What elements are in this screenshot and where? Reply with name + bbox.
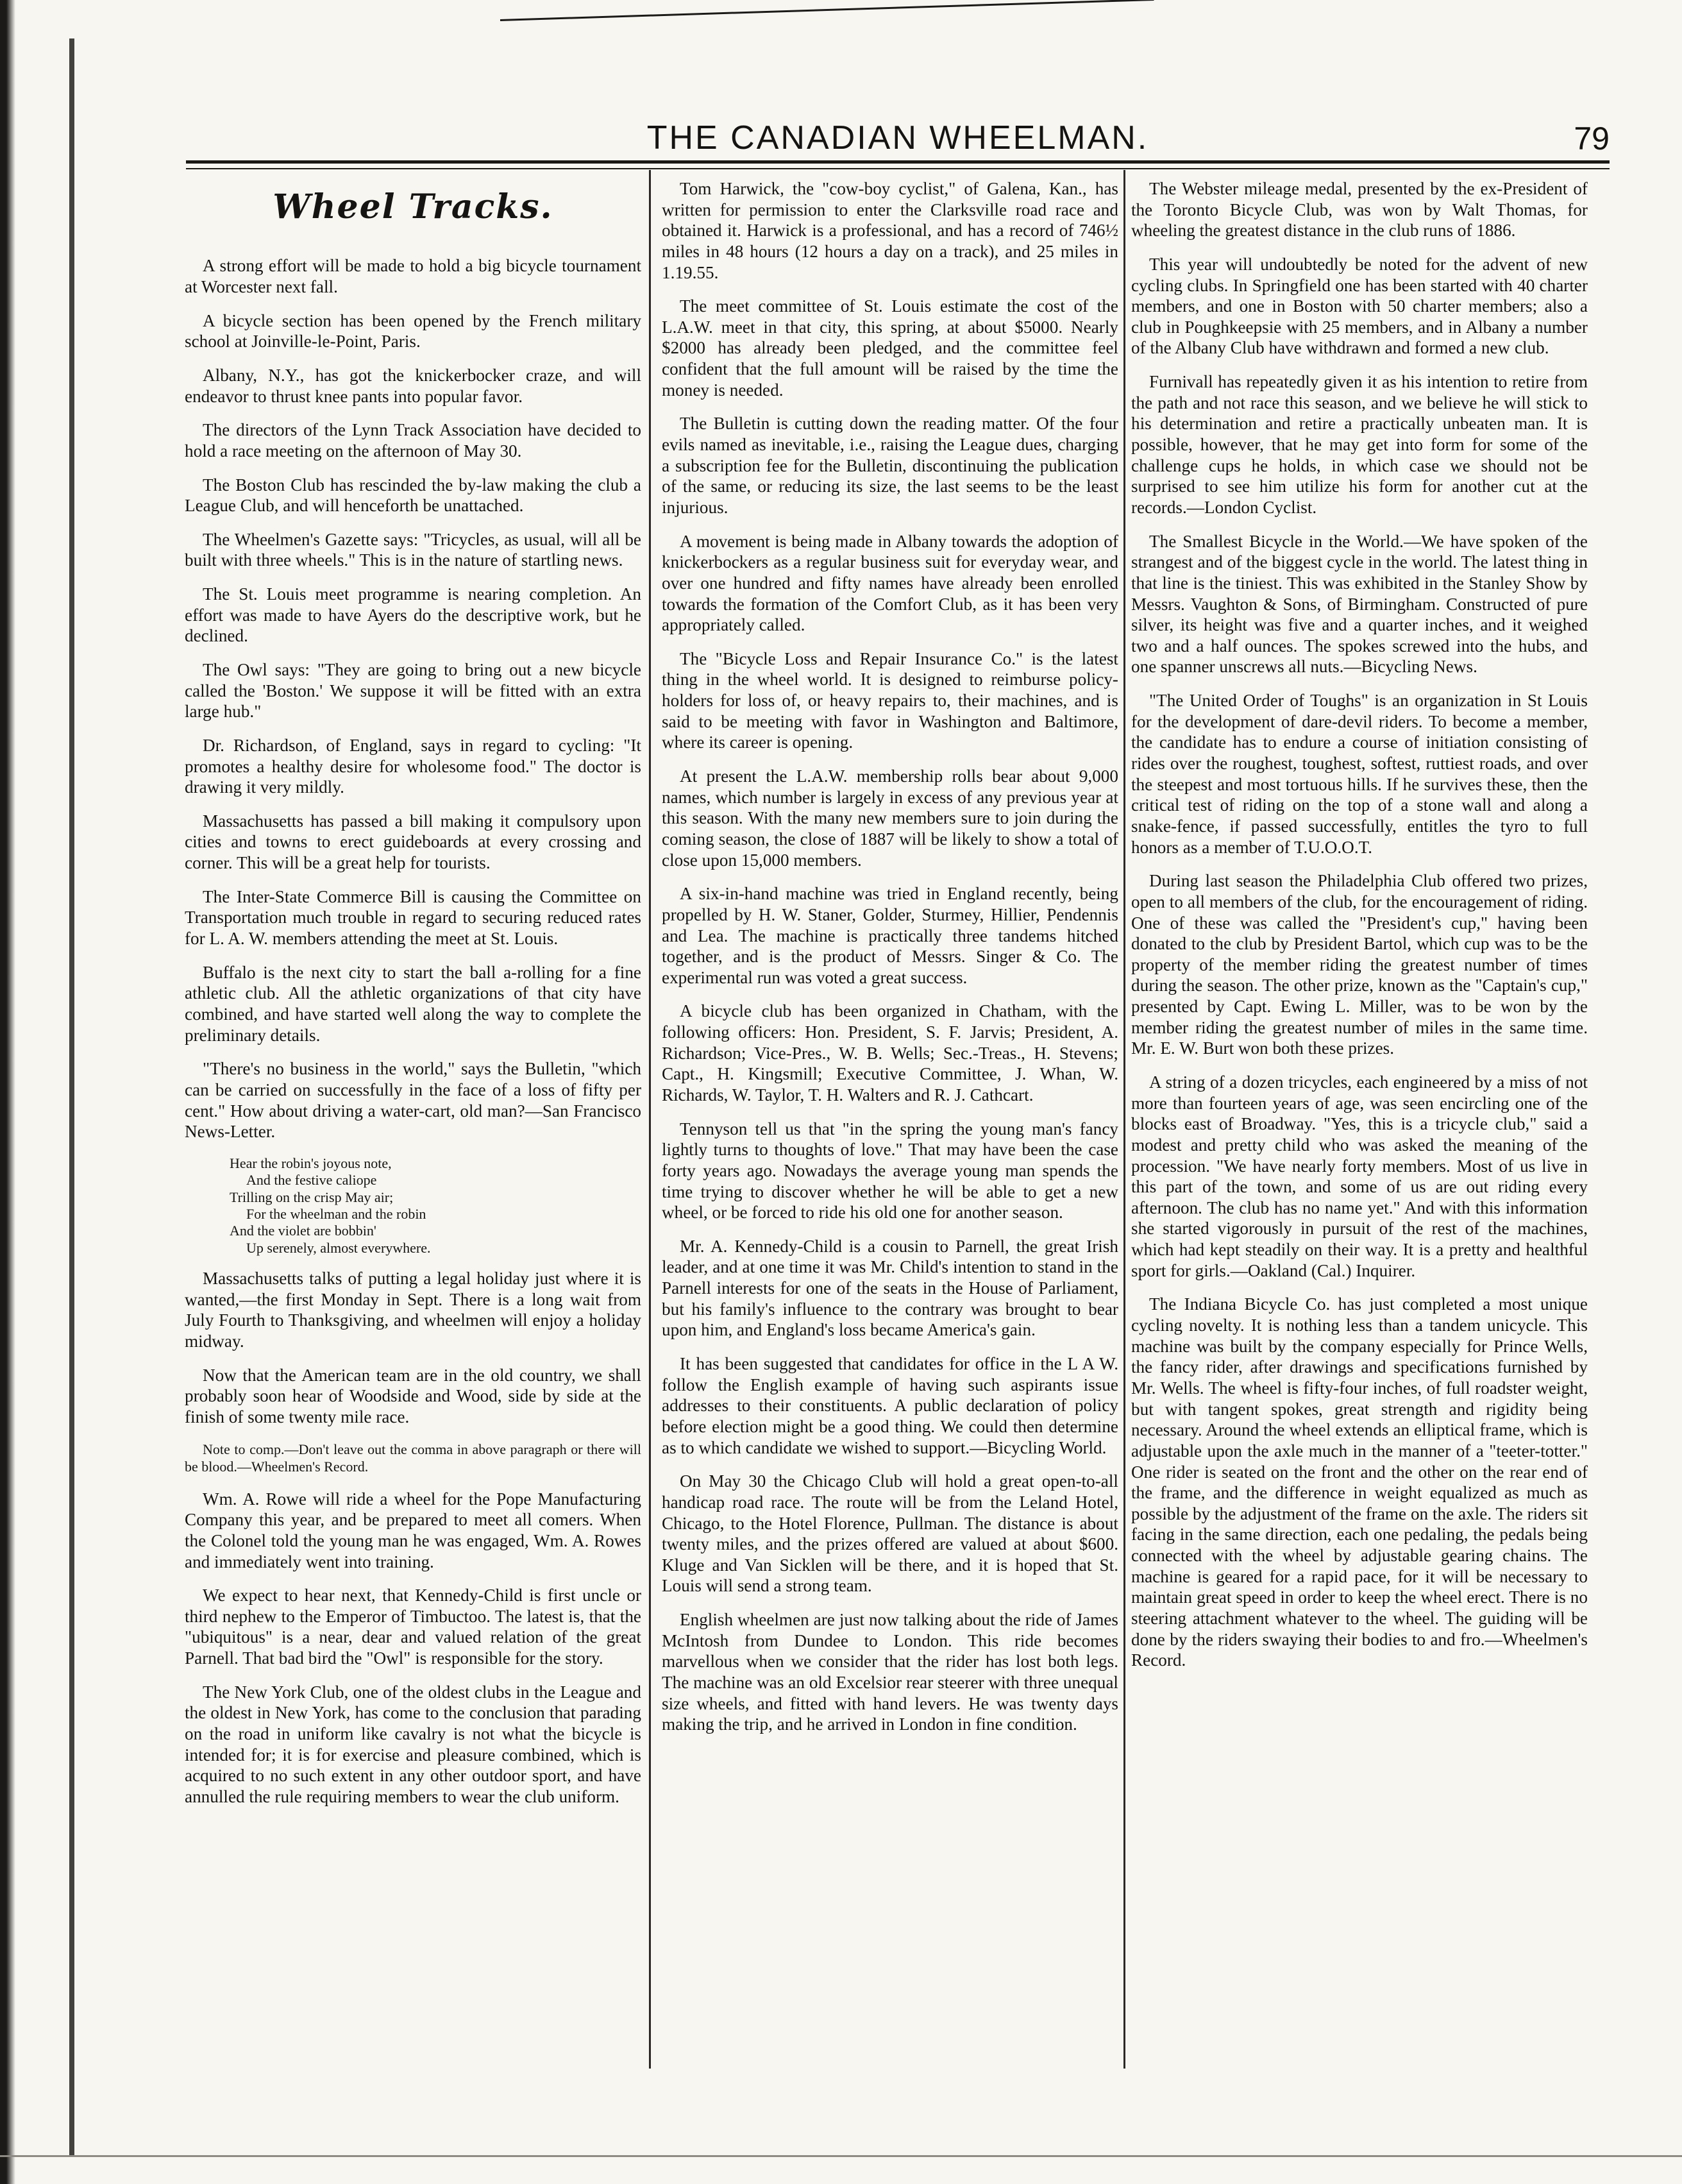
paragraph: During last season the Philadelphia Club offered two prizes, open to all members of the club, for the encouragement of riding. One of these was called the "President's cup," having been donated to the club by President Bartol, which cup was to be the property of the member riding the greatest number of times during the season. The other prize, known as the "Captain's cup," presented by Capt. Ewing L. Miller, was to be won by the member riding the greatest number of miles in the same time. Mr. E. W. Burt won both these prizes. xyxy=(1131,871,1588,1058)
page-title: THE CANADIAN WHEELMAN. xyxy=(646,119,1149,157)
paragraph: Wm. A. Rowe will ride a wheel for the Pope Manufacturing Company this year, and be prepared to meet all comers. When the Colonel told the young man he was engaged, Wm. A. Rowes and immediately went into training. xyxy=(185,1489,641,1571)
paragraph: The St. Louis meet programme is nearing completion. An effort was made to have Ayers do the descriptive work, but he declined. xyxy=(185,584,641,646)
page-number: 79 xyxy=(1574,121,1610,157)
poem-line: For the wheelman and the robin xyxy=(246,1205,426,1222)
column-divider-2 xyxy=(1123,170,1125,2069)
scan-top-line xyxy=(500,0,1154,21)
paragraph: Mr. A. Kennedy-Child is a cousin to Parnell, the great Irish leader, and at one time it was Mr. Child's intention to stand in the Parnell interests for one of the seats in the House of Parliament, but his family's influence to the contrary was brought to bear upon him, and England's loss became America's gain. xyxy=(662,1236,1118,1340)
poem-line: Up serenely, almost everywhere. xyxy=(246,1239,431,1256)
paragraph: Massachusetts talks of putting a legal holiday just where it is wanted,—the first Monday in Sept. There is a long wait from July Fourth to Thanksgiving, and wheelmen will enjoy a holiday midway. xyxy=(185,1269,641,1351)
section-title: Wheel Tracks. xyxy=(273,187,553,226)
paragraph: Dr. Richardson, of England, says in regard to cycling: "It promotes a healthy desire for wholesome food." The doctor is drawing it very mildly. xyxy=(185,735,641,797)
paragraph: "The United Order of Toughs" is an organization in St Louis for the development of dare-devil riders. To become a member, the candidate has to endure a course of initiation consisting of rides over the roughest, toughest, softest, ruttiest roads, and over the steepest and most tortuous hills. If he survives these, then the critical test of riding on the top of a stone wall and along a snake-fence, if passed successfully, entitles the tyro to full honors as a member of T.U.O.O.T. xyxy=(1131,691,1588,857)
paragraph: Buffalo is the next city to start the ball a-rolling for a fine athletic club. All the athletic organizations of that city have combined, and have started well along the way to complete the preliminary details. xyxy=(185,962,641,1045)
paragraph: The Boston Club has rescinded the by-law making the club a League Club, and will henceforth be unattached. xyxy=(185,475,641,516)
paragraph: Tennyson tell us that "in the spring the young man's fancy lightly turns to thoughts of love." That may have been the case forty years ago. Nowadays the average young man spends the time trying to discover whether he will be able to get a new wheel, or be forced to ride his old one for another season. xyxy=(662,1119,1118,1223)
paragraph: The "Bicycle Loss and Repair Insurance Co." is the latest thing in the wheel world. It is designed to reimburse policy-holders for loss of, or heavy repairs to, their machines, and is said to be meeting with favor in Washington and Baltimore, where its career is opening. xyxy=(662,648,1118,752)
paragraph: The meet committee of St. Louis estimate the cost of the L.A.W. meet in that city, this spring, at about $5000. Nearly $2000 has already been pledged, and the committee feel confident that the full amount will be raised by the time the money is needed. xyxy=(662,296,1118,400)
poem xyxy=(230,1155,641,1257)
paragraph: A strong effort will be made to hold a big bicycle tournament at Worcester next fall. xyxy=(185,256,641,297)
paragraph: This year will undoubtedly be noted for the advent of new cycling clubs. In Springfield one has been started with 40 charter members, and one in Boston with 50 charter members; also a club in Poughkeepsie with 25 members, and in Albany a number of the Albany Club have withdrawn and formed a new club. xyxy=(1131,254,1588,358)
paragraph: The Webster mileage medal, presented by the ex-President of the Toronto Bicycle Club, was won by Walt Thomas, for wheeling the greatest distance in the club runs of 1886. xyxy=(1131,179,1588,241)
paragraph: A bicycle section has been opened by the French military school at Joinville-le-Point, Paris. xyxy=(185,310,641,351)
paragraph: The directors of the Lynn Track Association have decided to hold a race meeting on the afternoon of May 30. xyxy=(185,420,641,461)
paragraph: The Bulletin is cutting down the reading matter. Of the four evils named as inevitable, i.e., raising the League dues, charging a subscription fee for the Bulletin, discontinuing the publication of the same, or reducing its size, the last seems to be the least injurious. xyxy=(662,414,1118,517)
editor-note: Note to comp.—Don't leave out the comma in above paragraph or there will be blood.—Wheelmen's Record. xyxy=(185,1441,641,1475)
column-2 xyxy=(662,178,1118,1748)
paragraph: Albany, N.Y., has got the knickerbocker craze, and will endeavor to thrust knee pants into popular favor. xyxy=(185,365,641,406)
paragraph: The New York Club, one of the oldest clubs in the League and the oldest in New York, has come to the conclusion that parading on the road in uniform like cavalry is not what the bicycle is intended for; it is for exercise and pleasure combined, which is acquired to no such extent in any other outdoor sport, and have annulled the rule requiring members to wear the club uniform. xyxy=(185,1682,641,1806)
paragraph: We expect to hear next, that Kennedy-Child is first uncle or third nephew to the Emperor of Timbuctoo. The latest is, that the "ubiquitous" is a near, dear and valued relation of the great Parnell. That bad bird the "Owl" is responsible for the story. xyxy=(185,1586,641,1668)
poem-line: And the violet are bobbin' xyxy=(230,1223,376,1239)
paragraph: At present the L.A.W. membership rolls bear about 9,000 names, which number is largely in excess of any previous year at this season. With the many new members sure to join during the coming season, the close of 1887 will be likely to show a total of close upon 15,000 members. xyxy=(662,766,1118,870)
paragraph: The Wheelmen's Gazette says: "Tricycles, as usual, will all be built with three wheels." This is in the nature of startling news. xyxy=(185,529,641,570)
paragraph: Massachusetts has passed a bill making it compulsory upon cities and towns to erect guideboards at every crossing and corner. This will be a great help for tourists. xyxy=(185,811,641,873)
paragraph: English wheelmen are just now talking about the ride of James McIntosh from Dundee to London. This ride becomes marvellous when we consider that the rider has lost both legs. The machine was an old Excelsior rear steerer with three unequal size wheels, and fitted with hand levers. He was twenty days making the trip, and he arrived in London in fine condition. xyxy=(662,1610,1118,1734)
paragraph: The Owl says: "They are going to bring out a new bicycle called the 'Boston.' We suppose it will be fitted with an extra large hub." xyxy=(185,660,641,722)
paragraph: A bicycle club has been organized in Chatham, with the following officers: Hon. President, S. F. Jarvis; President, A. Richardson; Vice-Pres., W. B. Wells; Sec.-Treas., H. Stevens; Capt., H. Kingsmill; Executive Committee, J. Whan, W. Richards, W. Taylor, T. H. Walters and R. J. Cathcart. xyxy=(662,1001,1118,1105)
paragraph: The Indiana Bicycle Co. has just completed a most unique cycling novelty. It is nothing less than a tandem unicycle. This machine was built by the company especially for Prince Wells, the fancy rider, after drawings and specifications furnished by Mr. Wells. The wheel is fifty-four inches, of full roadster weight, but with tangent spokes, great strength and rigidity being necessary. Around the wheel extends an elliptical frame, which is adjustable upon the axle much in the manner of a "teeter-totter." One rider is seated on the front and the other on the rear end of the frame, and the difference in weight equalized as much as possible by the adjustment of the frame on the axle. The riders sit facing in the same direction, each one pedaling, the pedals being connected with the wheel by adjustable gearing chains. The machine is geared for a rapid pace, for it will be necessary to maintain great speed in order to keep the wheel erect. There is no steering attachment whatever to the wheel. The guiding will be done by the riders swaying their bodies to and fro.—Wheelmen's Record. xyxy=(1131,1294,1588,1670)
paragraph: Furnivall has repeatedly given it as his intention to retire from the path and not race this season, and we believe he will stick to his determination and retire a practically unbeaten man. It is possible, however, that he may get into form for some of the challenge cups he holds, in which case we should not be surprised to see him utilize his form for another cut at the records.—London Cyclist. xyxy=(1131,372,1588,517)
paragraph: On May 30 the Chicago Club will hold a great open-to-all handicap road race. The route will be from the Leland Hotel, Chicago, to the Hotel Florence, Pullman. The distance is about twenty miles, and the prizes offered are valued at about $600. Kluge and Van Sicklen will be there, and it is hoped that St. Louis will send a strong team. xyxy=(662,1471,1118,1596)
column-1 xyxy=(185,178,641,1820)
paragraph: The Smallest Bicycle in the World.—We have spoken of the strangest and of the biggest cycle in the world. The latest thing in that line is the tiniest. This was exhibited in the Stanley Show by Messrs. Vaughton & Sons, of Birmingham. Constructed of pure silver, its height was five and a quarter inches, and it weighed two and a half ounces. The spokes screwed into the hubs, and one spanner unscrews all nuts.—Bicycling News. xyxy=(1131,531,1588,677)
paragraph: "There's no business in the world," says the Bulletin, "which can be carried on successfully in the face of a loss of fifty per cent." How about driving a water-cart, old man?—San Francisco News-Letter. xyxy=(185,1059,641,1142)
paragraph: Now that the American team are in the old country, we shall probably soon hear of Woodside and Wood, side by side at the finish of some twenty mile race. xyxy=(185,1365,641,1426)
scan-binding-line xyxy=(69,38,74,2155)
paragraph: A string of a dozen tricycles, each engineered by a miss of not more than fourteen years of age, was seen encircling one of the blocks east of Broadway. "Yes, this is a tricycle club," said a modest and pretty child who was asked the meaning of the procession. "We have nearly forty members. Most of us live in this part of the town, and some of us are out riding every afternoon. The club has no name yet." And with this information she started vigorously in pursuit of the rest of the machines, which had kept steadily on their way. It is a pretty and healthful sport for girls.—Oakland (Cal.) Inquirer. xyxy=(1131,1072,1588,1280)
scan-edge-shadow xyxy=(0,0,15,2184)
paragraph: The Inter-State Commerce Bill is causing the Committee on Transportation much trouble in regard to securing reduced rates for L. A. W. members attending the meet at St. Louis. xyxy=(185,886,641,949)
poem-line: And the festive caliope xyxy=(246,1172,377,1189)
paragraph: A six-in-hand machine was tried in England recently, being propelled by H. W. Staner, Golder, Sturmey, Hillier, Pendennis and Lea. The machine is practically three tandems hitched together, and is the product of Messrs. Singer & Co. The experimental run was voted a great success. xyxy=(662,884,1118,987)
poem-line: Trilling on the crisp May air; xyxy=(230,1189,394,1205)
scan-bottom-line xyxy=(0,2155,1682,2157)
header-rule-thick xyxy=(186,160,1610,164)
paragraph: It has been suggested that candidates for office in the L A W. follow the English example of having such aspirants issue addresses to their constituents. A public declaration of policy before election might be a good thing. We could then determine as to which candidate we wished to support.—Bicycling World. xyxy=(662,1354,1118,1457)
column-divider-1 xyxy=(649,170,651,2069)
header-rule-thin xyxy=(186,168,1610,169)
page-header xyxy=(186,119,1610,164)
column-3 xyxy=(1131,178,1588,1684)
poem-line: Hear the robin's joyous note, xyxy=(230,1155,392,1171)
paragraph: A movement is being made in Albany towards the adoption of knickerbockers as a regular business suit for everyday wear, and over one hundred and fifty names have already been enrolled towards the formation of the Comfort Club, as it has been very appropriately called. xyxy=(662,531,1118,635)
paragraph: Tom Harwick, the "cow-boy cyclist," of Galena, Kan., has written for permission to enter the Clarksville road race and obtained it. Harwick is a professional, and has a record of 746½ miles in 48 hours (12 hours a day on a track), and 25 miles in 1.19.55. xyxy=(662,179,1118,282)
